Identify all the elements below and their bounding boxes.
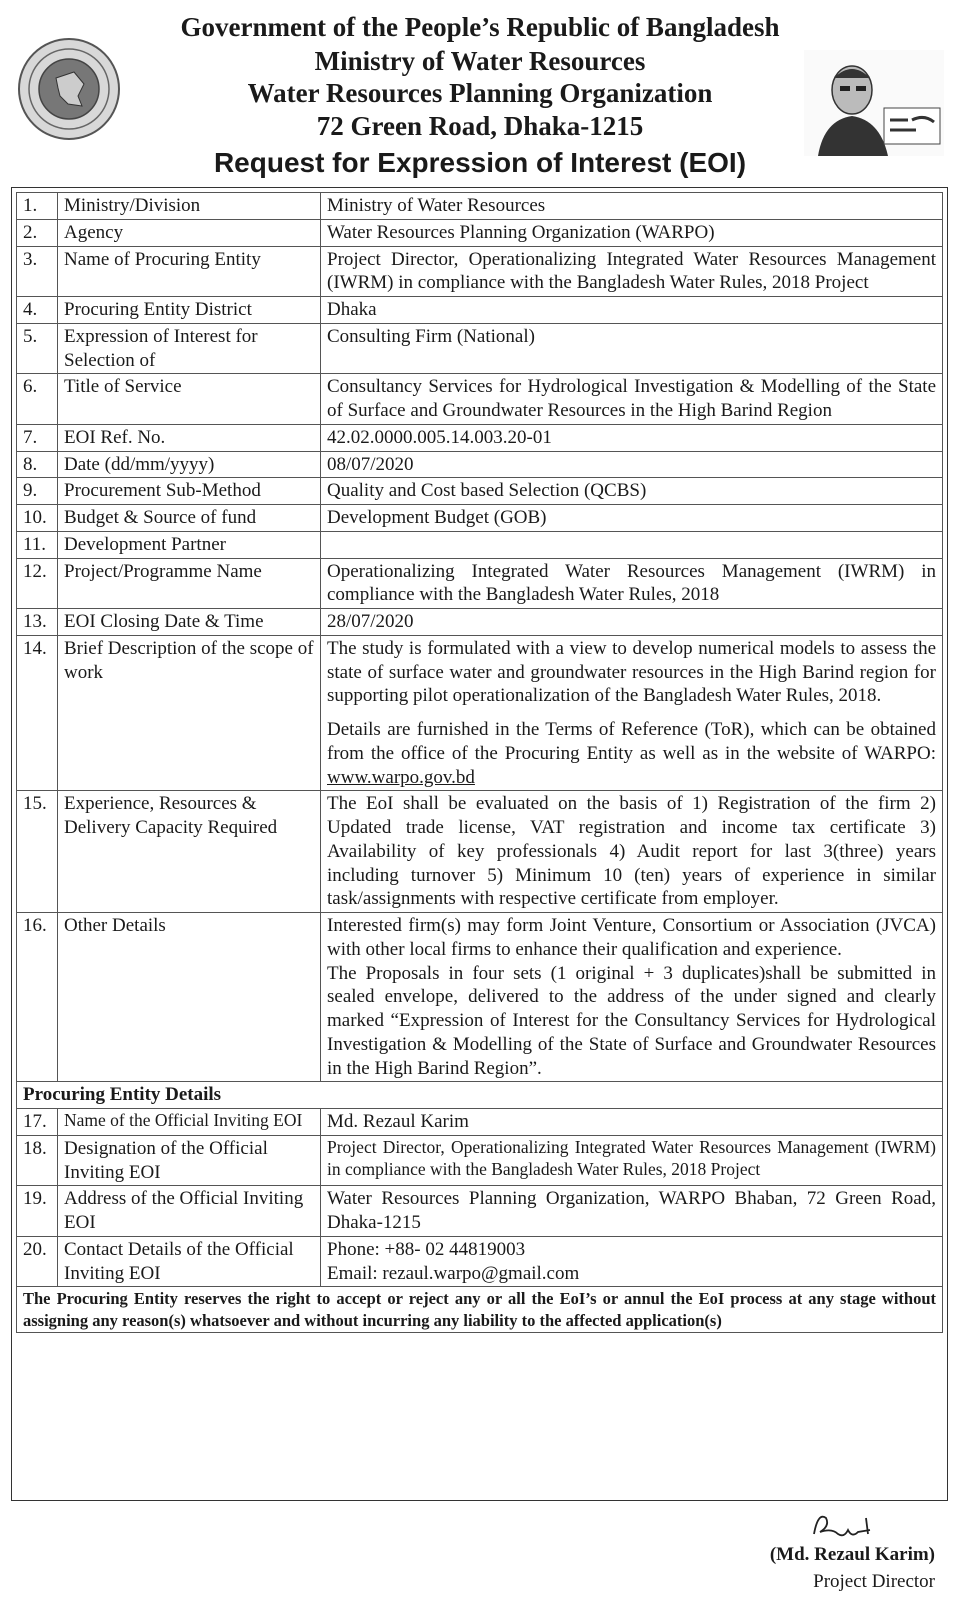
table-row xyxy=(17,219,943,246)
table-row xyxy=(17,1135,943,1186)
row-label: Brief Description of the scope of work xyxy=(58,635,321,791)
row-label: Designation of the Official Inviting EOI xyxy=(58,1135,321,1186)
row-number: 4. xyxy=(17,297,58,324)
row-number: 13. xyxy=(17,609,58,636)
row-number: 5. xyxy=(17,323,58,374)
header-line-ministry: Ministry of Water Resources xyxy=(314,46,646,76)
table-row xyxy=(17,531,943,558)
row-value: Dhaka xyxy=(321,297,943,324)
row-value: Development Budget (GOB) xyxy=(321,505,943,532)
row-number: 10. xyxy=(17,505,58,532)
table-row xyxy=(17,478,943,505)
eoi-table-frame xyxy=(11,187,948,1501)
section-heading: Procuring Entity Details xyxy=(17,1082,943,1109)
row-value: Quality and Cost based Selection (QCBS) xyxy=(321,478,943,505)
row-number: 16. xyxy=(17,913,58,1082)
row-label: Title of Service xyxy=(58,374,321,425)
row-label: Other Details xyxy=(58,913,321,1082)
row-value: 08/07/2020 xyxy=(321,451,943,478)
row-number: 7. xyxy=(17,424,58,451)
header-line-organization: Water Resources Planning Organization xyxy=(247,78,713,108)
table-row xyxy=(17,193,943,220)
table-row xyxy=(17,451,943,478)
row-number: 2. xyxy=(17,219,58,246)
row-label: Ministry/Division xyxy=(58,193,321,220)
table-row xyxy=(17,297,943,324)
proposal-paragraph: The Proposals in four sets (1 original + 3 duplicates)shall be submitted in sealed envelope, delivered to the address of the under signed and clearly marked “Expression of Interest for the Consultancy Services for Hydrological Investigation & Modelling of the State of Surface and Groundwater Resources in the High Barind Region”. xyxy=(327,962,936,1079)
row-label: EOI Closing Date & Time xyxy=(58,609,321,636)
table-row xyxy=(17,635,943,791)
row-value xyxy=(321,531,943,558)
tor-paragraph xyxy=(327,718,936,789)
row-number: 3. xyxy=(17,246,58,297)
row-label: Address of the Official Inviting EOI xyxy=(58,1186,321,1237)
row-label: Expression of Interest for Selection of xyxy=(58,323,321,374)
jvca-paragraph: Interested firm(s) may form Joint Venture, Consortium or Association (JVCA) with other local firms to enhance their qualification and experience. xyxy=(327,915,936,960)
row-number: 20. xyxy=(17,1236,58,1287)
row-value: 42.02.0000.005.14.003.20-01 xyxy=(321,424,943,451)
reservation-row xyxy=(17,1287,943,1333)
row-number: 15. xyxy=(17,791,58,913)
scope-paragraph: The study is formulated with a view to develop numerical models to assess the state of surface water and groundwater resources in the High Barind region for supporting pilot operationalization of the Bangladesh Water Rules, 2018. xyxy=(327,637,936,707)
tor-text: Details are furnished in the Terms of Reference (ToR), which can be obtained from the office of the Procuring Entity as well as in the website of WARPO: xyxy=(327,719,936,764)
header-line-government: Government of the People’s Republic of Bangladesh xyxy=(180,12,780,42)
signatory-name: (Md. Rezaul Karim) xyxy=(769,1544,935,1565)
row-value: Project Director, Operationalizing Integrated Water Resources Management (IWRM) in compliance with the Bangladesh Water Rules, 2018 Project xyxy=(321,246,943,297)
row-number: 8. xyxy=(17,451,58,478)
government-seal-icon xyxy=(16,36,122,142)
table-row xyxy=(17,1109,943,1136)
row-value: Water Resources Planning Organization, WARPO Bhaban, 72 Green Road, Dhaka-1215 xyxy=(321,1186,943,1237)
row-label: Contact Details of the Official Inviting EOI xyxy=(58,1236,321,1287)
row-number: 19. xyxy=(17,1186,58,1237)
document-header xyxy=(0,10,957,180)
row-value: The EoI shall be evaluated on the basis of 1) Registration of the firm 2) Updated trade license, VAT registration and income tax certificate 3) Availability of key professionals 4) Audit report for last 3(three) years including turnover 5) Minimum 10 (ten) years of experience in similar task/assignments with respective certificate from employer. xyxy=(321,791,943,913)
row-label: Procurement Sub-Method xyxy=(58,478,321,505)
contact-phone: Phone: +88- 02 44819003 xyxy=(327,1238,526,1260)
table-row xyxy=(17,609,943,636)
table-row xyxy=(17,1236,943,1287)
table-row xyxy=(17,558,943,609)
row-number: 1. xyxy=(17,193,58,220)
row-label: Agency xyxy=(58,219,321,246)
row-label: Development Partner xyxy=(58,531,321,558)
row-label: Date (dd/mm/yyyy) xyxy=(58,451,321,478)
row-value xyxy=(321,913,943,1082)
row-number: 18. xyxy=(17,1135,58,1186)
table-row xyxy=(17,791,943,913)
document-title: Request for Expression of Interest (EOI) xyxy=(213,147,747,178)
table-row xyxy=(17,323,943,374)
row-value: Operationalizing Integrated Water Resources Management (IWRM) in compliance with the Bangladesh Water Rules, 2018 xyxy=(321,558,943,609)
portrait-logo-icon xyxy=(804,50,944,156)
row-value: Consultancy Services for Hydrological Investigation & Modelling of the State of Surface and Groundwater Resources in the High Barind Region xyxy=(321,374,943,425)
signature-icon xyxy=(808,1508,878,1544)
section-row xyxy=(17,1082,943,1109)
row-number: 9. xyxy=(17,478,58,505)
row-value: Md. Rezaul Karim xyxy=(321,1109,943,1136)
row-value: 28/07/2020 xyxy=(321,609,943,636)
row-number: 12. xyxy=(17,558,58,609)
table-row xyxy=(17,374,943,425)
signatory-title: Project Director xyxy=(813,1571,935,1592)
row-value: Project Director, Operationalizing Integrated Water Resources Management (IWRM) in compliance with the Bangladesh Water Rules, 2018 Project xyxy=(321,1135,943,1186)
row-label: Project/Programme Name xyxy=(58,558,321,609)
row-value: Consulting Firm (National) xyxy=(321,323,943,374)
table-row xyxy=(17,505,943,532)
row-label: EOI Ref. No. xyxy=(58,424,321,451)
contact-email: Email: rezaul.warpo@gmail.com xyxy=(327,1262,580,1284)
row-label: Experience, Resources & Delivery Capacity Required xyxy=(58,791,321,913)
row-label: Name of Procuring Entity xyxy=(58,246,321,297)
row-number: 14. xyxy=(17,635,58,791)
row-label: Budget & Source of fund xyxy=(58,505,321,532)
reservation-notice: The Procuring Entity reserves the right to accept or reject any or all the EoI’s or annul the EoI process at any stage without assigning any reason(s) whatsoever and without incurring any liability to the affected application(s) xyxy=(17,1287,943,1333)
table-row xyxy=(17,424,943,451)
row-label: Name of the Official Inviting EOI xyxy=(58,1109,321,1136)
table-row xyxy=(17,246,943,297)
row-value xyxy=(321,1236,943,1287)
row-number: 6. xyxy=(17,374,58,425)
row-number: 11. xyxy=(17,531,58,558)
header-line-address: 72 Green Road, Dhaka-1215 xyxy=(316,111,644,141)
row-label: Procuring Entity District xyxy=(58,297,321,324)
row-value: Water Resources Planning Organization (WARPO) xyxy=(321,219,943,246)
table-row xyxy=(17,913,943,1082)
eoi-table xyxy=(16,192,943,1333)
row-value: Ministry of Water Resources xyxy=(321,193,943,220)
row-value xyxy=(321,635,943,791)
website-link[interactable]: www.warpo.gov.bd xyxy=(327,766,475,788)
row-number: 17. xyxy=(17,1109,58,1136)
table-row xyxy=(17,1186,943,1237)
